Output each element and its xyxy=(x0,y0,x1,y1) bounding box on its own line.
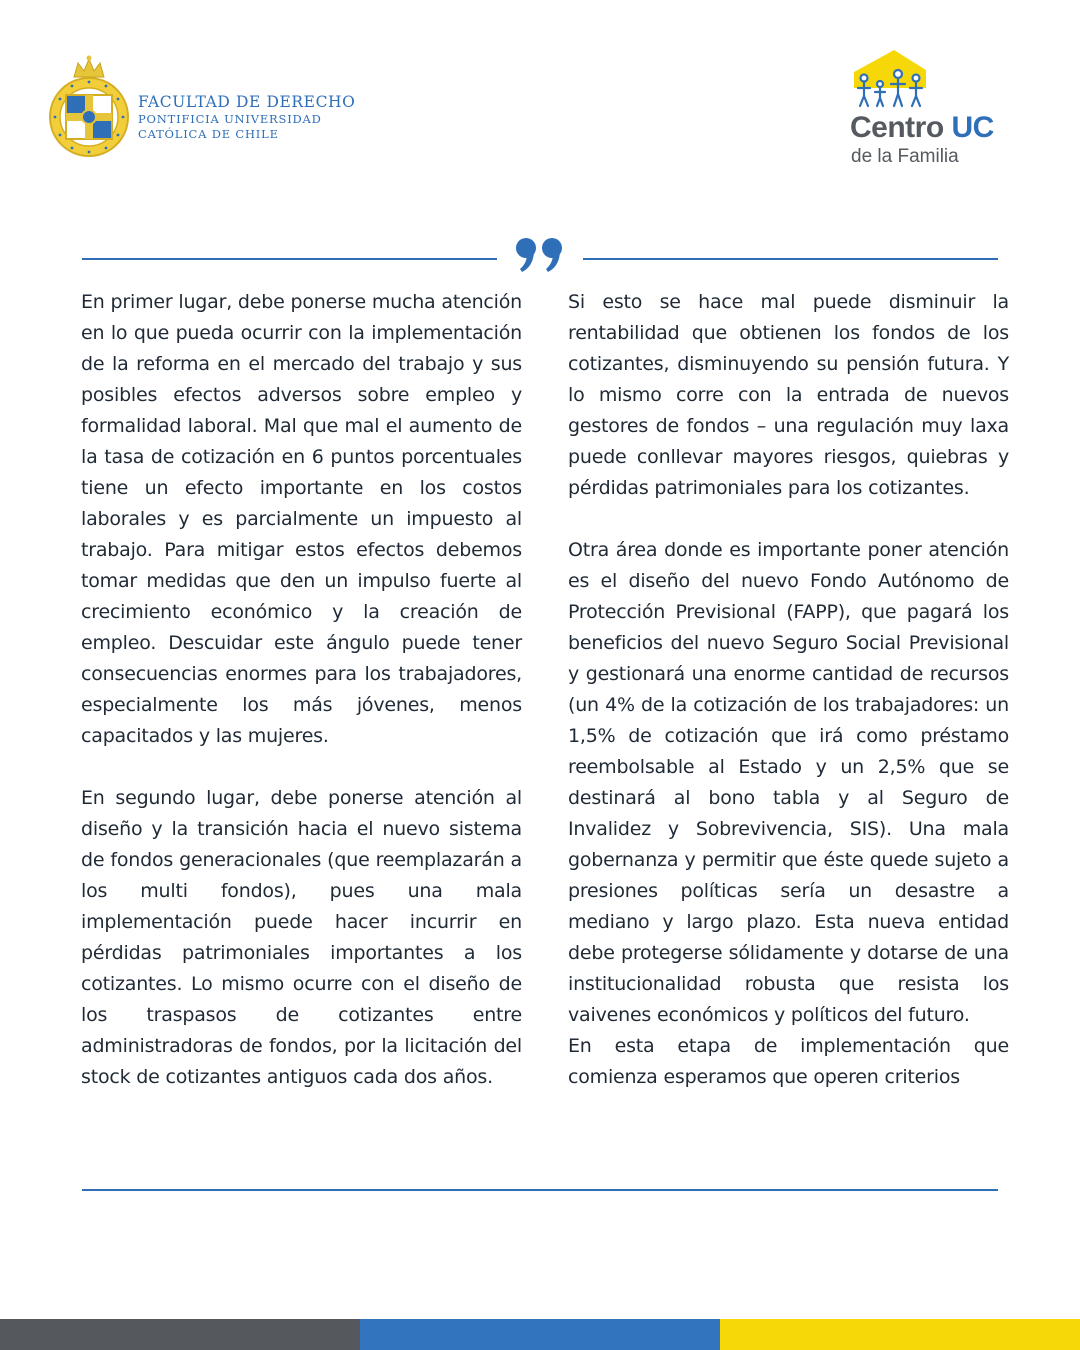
right-paragraph-3: En esta etapa de implementación que comienza esperamos que operen criterios xyxy=(568,1035,1009,1088)
family-icon xyxy=(850,48,930,110)
top-divider-left xyxy=(82,258,497,260)
centro-word: Centro xyxy=(850,111,944,144)
uc-word: UC xyxy=(951,111,994,144)
university-seal-icon xyxy=(48,55,130,160)
facultad-text xyxy=(138,93,355,142)
footer-bar-yellow xyxy=(720,1319,1080,1350)
facultad-derecho-logo xyxy=(48,55,358,165)
left-paragraph-2: En segundo lugar, debe ponerse atención al diseño y la transición hacia el nuevo sistema de fondos generacionales (que reemplazarán a los multi fondos), pues una mala implementación puede hacer incurrir en pérdidas patrimoniales importantes a los cotizantes. Lo mismo ocurre con el diseño de los traspasos de cotizantes entre administradoras de fondos, por la licitación del stock de cotizantes antiguos cada dos años. xyxy=(81,787,522,1088)
quote-icon xyxy=(514,236,566,276)
facultad-line2: CATÓLICA DE CHILE xyxy=(138,127,279,141)
centro-uc-wordmark xyxy=(850,110,994,146)
footer-bar-blue xyxy=(360,1319,720,1350)
left-column xyxy=(81,287,522,1124)
right-paragraph-1: Si esto se hace mal puede disminuir la rentabilidad que obtienen los fondos de los cotizantes, disminuyendo su pensión futura. Y lo mismo corre con la entrada de nuevos gestores de fondos – una regulación muy laxa puede conllevar mayores riesgos, quiebras y pérdidas patrimoniales para los cotizantes. xyxy=(568,291,1009,499)
centro-uc-familia-logo xyxy=(848,48,1028,178)
familia-subtitle: de la Familia xyxy=(851,146,959,167)
bottom-divider xyxy=(82,1189,998,1191)
facultad-line1: PONTIFICIA UNIVERSIDAD xyxy=(138,112,322,126)
right-paragraph-2: Otra área donde es importante poner atención es el diseño del nuevo Fondo Autónomo de Protección Previsional (FAPP), que pagará los beneficios del nuevo Seguro Social Previsional y gestionará una enorme cantidad de recursos (un 4% de la cotización de los trabajadores: un 1,5% de cotización que irá como préstamo reembolsable al Estado y un 2,5% que se destinará al bono tabla y al Seguro de Invalidez y Sobrevivencia, SIS). Una mala gobernanza y permitir que éste quede sujeto a presiones políticas sería un desastre a mediano y largo plazo. Esta nueva entidad debe protegerse sólidamente y dotarse de una institucionalidad robusta que resista los vaivenes económicos y políticos del futuro. xyxy=(568,539,1009,1026)
left-paragraph-1: En primer lugar, debe ponerse mucha atención en lo que pueda ocurrir con la implementación de la reforma en el mercado del trabajo y sus posibles efectos adversos sobre empleo y formalidad laboral. Mal que mal el aumento de la tasa de cotización en 6 puntos porcentuales tiene un efecto importante en los costos laborales y es parcialmente un impuesto al trabajo. Para mitigar estos efectos debemos tomar medidas que den un impulso fuerte al crecimiento económico y la creación de empleo. Descuidar este ángulo puede tener consecuencias enormes para los trabajadores, especialmente los más jóvenes, menos capacitados y las mujeres. xyxy=(81,291,522,747)
facultad-title: FACULTAD DE DERECHO xyxy=(138,93,356,111)
footer-bar-gray xyxy=(0,1319,360,1350)
top-divider-right xyxy=(583,258,998,260)
right-column xyxy=(568,287,1009,1093)
